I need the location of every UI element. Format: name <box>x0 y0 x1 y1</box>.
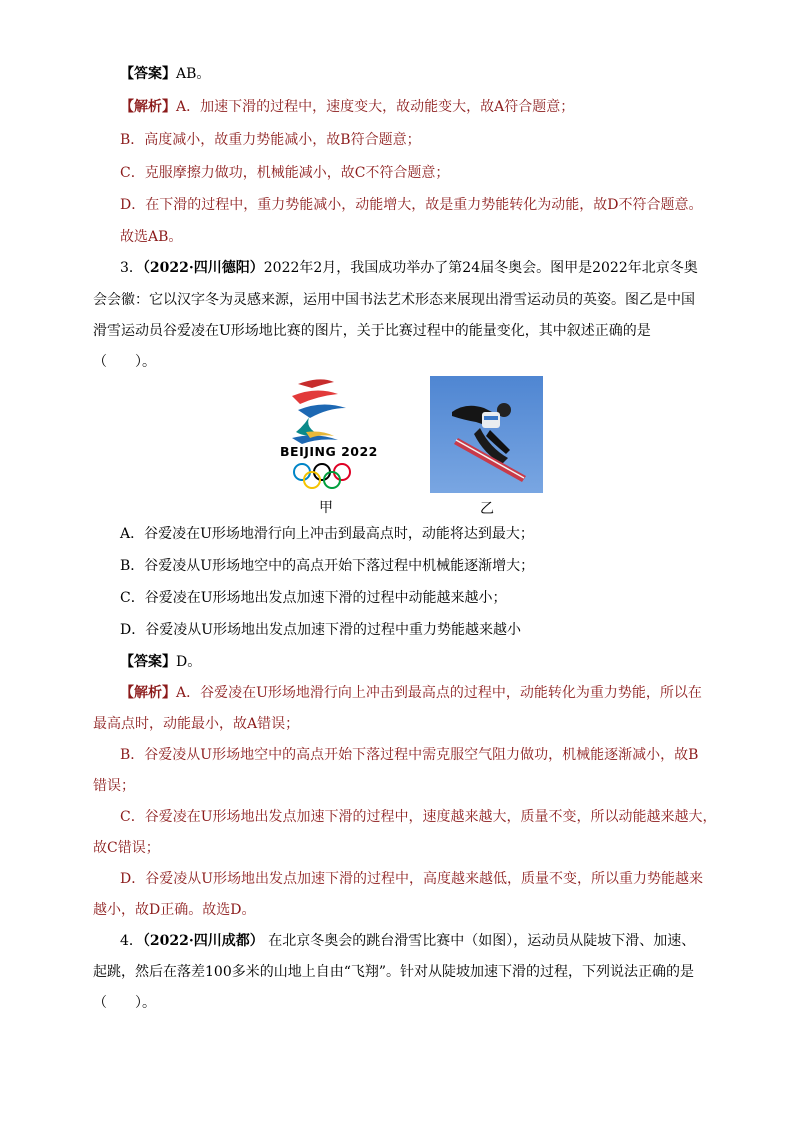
caption-yi: 乙 <box>480 501 494 517</box>
q2-answer: 【答案】AB。 <box>120 66 211 82</box>
q3-analysis-d1: D．谷爱凌从U形场地出发点加速下滑的过程中，高度越来越低，质量不变，所以重力势能越来 <box>120 871 704 887</box>
q3-analysis-c1: C．谷爱凌在U形场地出发点加速下滑的过程中，速度越来越大，质量不变，所以动能越来越大， <box>120 809 717 825</box>
q2-analysis-d: D．在下滑的过程中，重力势能减小，动能增大，故是重力势能转化为动能，故D不符合题意。 <box>120 197 703 213</box>
caption-jia: 甲 <box>319 500 333 516</box>
q3-option-d: D．谷爱凌从U形场地出发点加速下滑的过程中重力势能越来越小 <box>120 622 522 638</box>
beijing-2022-emblem <box>272 374 382 496</box>
q3-option-b: B．谷爱凌从U形场地空中的高点开始下落过程中机械能逐渐增大； <box>120 558 535 574</box>
q3-analysis-b1: B．谷爱凌从U形场地空中的高点开始下落过程中需克服空气阻力做功，机械能逐渐减小，故B <box>120 747 699 763</box>
emblem-text: BEIJING 2022 <box>280 444 378 459</box>
q3-blank: （ ）。 <box>93 354 156 370</box>
q3-analysis-a1: 【解析】A．谷爱凌在U形场地滑行向上冲击到最高点的过程中，动能转化为重力势能，所以在 <box>120 685 702 701</box>
q3-stem-line2: 会会徽：它以汉字冬为灵感来源，运用中国书法艺术形态来展现出滑雪运动员的英姿。图乙是中国 <box>93 292 695 308</box>
q4-blank: （ ）。 <box>93 995 156 1011</box>
q3-answer: 【答案】D。 <box>120 654 202 670</box>
olympic-rings-icon <box>292 462 362 492</box>
snowboarder-photo <box>430 376 543 493</box>
q3-analysis-b2: 错误； <box>93 778 135 794</box>
q2-analysis-a: 【解析】A．加速下滑的过程中，速度变大，故动能变大，故A符合题意； <box>120 99 575 115</box>
q2-choose: 故选AB。 <box>120 229 183 245</box>
snowboarder-icon <box>430 376 543 493</box>
q4-stem-line1: 4．（2022·四川成都） 在北京冬奥会的跳台滑雪比赛中（如图），运动员从陡坡下滑、加速、 <box>120 933 696 949</box>
q3-analysis-a2: 最高点时，动能最小，故A错误； <box>93 716 300 732</box>
q3-analysis-d2: 越小，故D正确。故选D。 <box>93 902 256 918</box>
q2-analysis-c: C．克服摩擦力做功，机械能减小，故C不符合题意； <box>120 165 450 181</box>
q3-analysis-c2: 故C错误； <box>93 840 160 856</box>
q3-option-a: A．谷爱凌在U形场地滑行向上冲击到最高点时，动能将达到最大； <box>120 526 534 542</box>
q3-option-c: C．谷爱凌在U形场地出发点加速下滑的过程中动能越来越小； <box>120 590 507 606</box>
q3-stem-line1: 3．（2022·四川德阳）2022年2月，我国成功举办了第24届冬奥会。图甲是2022年北京冬奥 <box>120 260 698 276</box>
q3-stem-line3: 滑雪运动员谷爱凌在U形场地比赛的图片，关于比赛过程中的能量变化，其中叙述正确的是 <box>93 323 651 339</box>
q4-stem-line2: 起跳，然后在落差100多米的山地上自由“飞翔”。针对从陡坡加速下滑的过程，下列说法正确的是 <box>93 964 695 980</box>
q2-analysis-b: B．高度减小，故重力势能减小，故B符合题意； <box>120 132 421 148</box>
